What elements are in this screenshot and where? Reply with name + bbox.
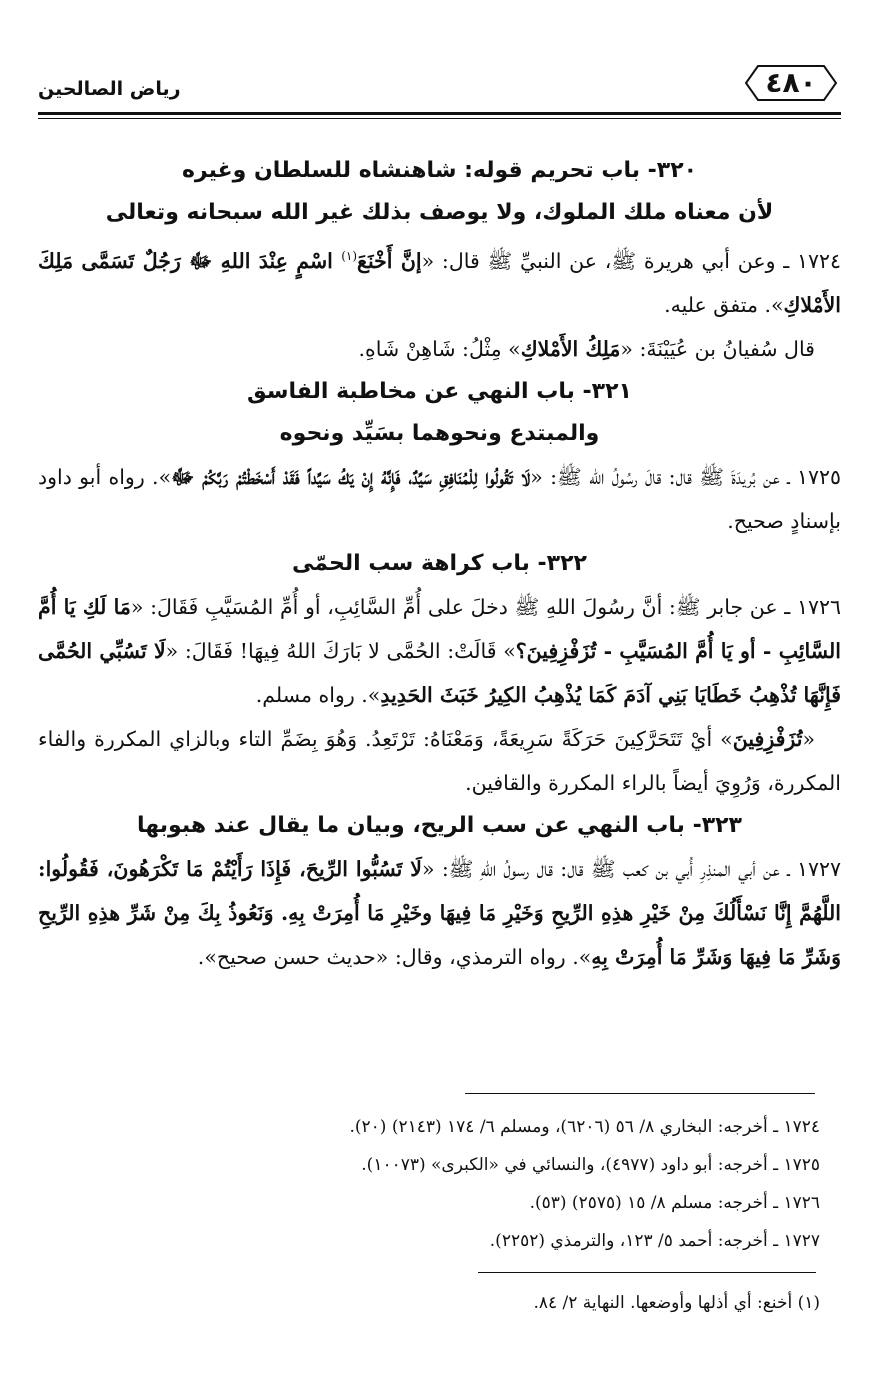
running-title: رياض الصالحين (38, 78, 181, 100)
page-header (38, 62, 838, 112)
page-number-text: ٤٨٠ (765, 66, 817, 99)
chapter-title-322: ٣٢٢- باب كراهة سب الحمّى (292, 550, 587, 576)
page-number (744, 64, 838, 102)
header-rule-thin (38, 118, 841, 119)
explanation-1726: «تُزَفْزِفِينَ» أيْ تَتَحَرَّكِينَ حَرَكَةً سَرِيعَةً، وَمَعْنَاهُ: تَرْتَعِدُ. وَهُوَ بِضَمِّ التاء وبالزاي المكررة والفاء المكررة، وَرُوِيَ أيضاً بالراء المكررة والقافين. (38, 726, 841, 795)
footnote-item: ١٧٢٤ ـ أخرجه: البخاري ٨/ ٥٦ (٦٢٠٦)، ومسلم ٦/ ١٧٤ (٢١٤٣) (٢٠). (349, 1117, 820, 1137)
footnote-marker[interactable]: (١) (341, 249, 358, 263)
chapter-subtitle-320: لأن معناه ملك الملوك، ولا يوصف بذلك غير الله سبحانه وتعالى (105, 200, 774, 225)
chapter-title-320: ٣٢٠- باب تحريم قوله: شاهنشاه للسلطان وغيره (181, 158, 698, 183)
footnote-item: ١٧٢٧ ـ أخرجه: أحمد ٥/ ١٢٣، والترمذي (٢٢٥٢). (489, 1231, 820, 1251)
chapter-title-321: ٣٢١- باب النهي عن مخاطبة الفاسق (247, 378, 632, 404)
chapter-title-323: ٣٢٣- باب النهي عن سب الريح، وبيان ما يقال عند هبوبها (137, 812, 742, 838)
hadith-1724: ١٧٢٤ ـ وعن أبي هريرة ﷺ، عن النبيِّ ﷺ قال: «إنَّ أَخْنَعَ$^{(١)}$ اسْمٍ عِنْدَ اللهِ ﷻ رَجُلٌ تَسَمَّى مَلِكَ الأَمْلاكِ». متفق عليه. (38, 248, 842, 317)
takhrij-footnotes (160, 1108, 820, 1260)
note-divider (478, 1272, 816, 1273)
footnote-item: ١٧٢٦ ـ أخرجه: مسلم ٨/ ١٥ (٢٥٧٥) (٥٣). (529, 1193, 820, 1213)
hadith-1727: ١٧٢٧ ـ عن أبي المنذِرِ أُبي بن كعب ﷺ قال: قال رسولُ اللهِ ﷺ: «لَا تَسُبُّوا الرِّيحَ، فَإِذَا رَأَيْتُمْ مَا تَكْرَهُونَ، فَقُولُوا: اللَّهُمَّ إِنَّا نَسْأَلُكَ مِنْ خَيْرِ هذِهِ الرِّيحِ وَخَيْرِ مَا فِيهَا وخَيْرِ مَا أُمِرَتْ بِهِ. وَنَعُوذُ بِكَ مِنْ شَرِّ هذِهِ الرِّيحِ وَشَرِّ مَا فِيهَا وَشَرِّ مَا أُمِرَتْ بِهِ». رواه الترمذي، وقال: «حديث حسن صحيح». (38, 856, 841, 969)
chapter-subtitle-321: والمبتدع ونحوهما بسَيِّد ونحوه (279, 420, 600, 446)
sufyan-comment: قال سُفيانُ بن عُيَيْنَةَ: «مَلِكُ الأَمْلاكِ» مِثْلُ: شَاهِنْ شَاهِ. (358, 336, 815, 361)
hadith-1725: ١٧٢٥ ـ عن بُريدَةَ ﷺ قال: قالَ رسُولُ الله ﷺ: «لَا تَقُولُوا لِلْمُنَافِقِ سَيِّدٌ، فَإِنَّهُ إِنْ يَكُ سَيِّداً فَقَدْ أَسْخَطْتُمْ رَبَّكُمْ ﷻ». رواه أبو داود بإسنادٍ صحيح. (38, 464, 842, 533)
hadith-1726: ١٧٢٦ ـ عن جابر ﷺ: أنَّ رسُولَ اللهِ ﷺ دخلَ على أُمِّ السَّائِبِ، أو أُمِّ المُسَيَّبِ فَقَالَ: «مَا لَكِ يَا أُمَّ السَّائِبِ - أو يَا أُمَّ المُسَيَّبِ - تُزَفْزِفِينَ؟» قَالَتْ: الحُمَّى لا بَارَكَ اللهُ فِيهَا! فَقَالَ: «لَا تَسُبِّي الحُمَّى فَإِنَّهَا تُذْهِبُ خَطَايَا بَنِي آدَمَ كَمَا يُذْهِبُ الكِيرُ خَبَثَ الحَدِيدِ». رواه مسلم. (38, 594, 841, 707)
header-rule (38, 112, 841, 115)
main-text (38, 150, 841, 979)
footnote-divider (465, 1093, 815, 1094)
footnote-item: ١٧٢٥ ـ أخرجه: أبو داود (٤٩٧٧)، والنسائي في «الكبرى» (١٠٠٧٣). (361, 1155, 820, 1175)
word-note: (١) أخنع: أي أذلها وأوضعها. النهاية ٢/ ٨٤. (533, 1293, 820, 1313)
